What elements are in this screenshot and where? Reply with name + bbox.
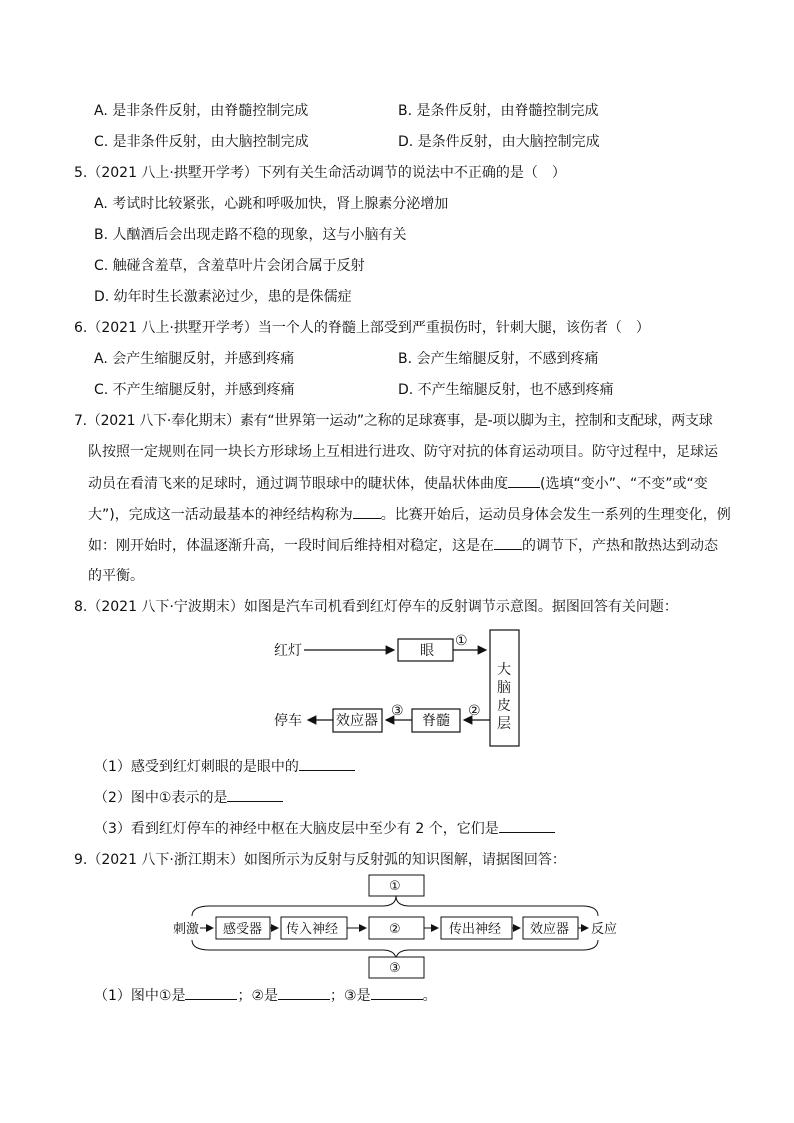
q8-marker-2: ② [468,703,481,719]
q7-line-3 [88,473,708,494]
q4-option-c: C. 是非条件反射，由大脑控制完成 [94,134,309,150]
q7-line-4 [88,504,731,525]
q6-option-a: A. 会产生缩腿反射，并感到疼痛 [94,351,295,367]
q6-option-b: B. 会产生缩腿反射，不感到疼痛 [398,351,599,367]
q7-line-5-text-a: 如：刚开始时，体温逐渐升高，一段时间后维持相对稳定，这是在 [88,538,494,554]
q9-box-afferent-label: 传入神经 [286,922,339,937]
q9-box-effector-label: 效应器 [530,922,570,937]
q9-response-label: 反应 [591,922,618,937]
q8-blank-2[interactable] [227,787,283,802]
q8-spinal-label: 脊髓 [422,713,450,729]
q6-stem: 6.（2021 八上·拱墅开学考）当一个人的脊髓上部受到严重损伤时，针刺大腿，该伤者（ ） [74,320,650,336]
q8-sub-2-text: （2）图中①表示的是 [94,790,228,806]
q8-cortex-char-4: 层 [497,716,511,732]
q8-cortex-char-3: 皮 [497,698,511,714]
q9-top-label: ① [389,879,401,894]
q7-line-4-text-b: 。比赛开始后，运动员身体会发生一系列的生理变化，例 [380,507,731,523]
q7-line-1: 7.（2021 八下·奉化期末）素有“世界第一运动”之称的足球赛事，是-项以脚为主，控制和支配球，两支球 [74,413,713,429]
q9-top-brace [192,896,598,916]
q8-red-light-label: 红灯 [274,643,302,659]
q7-line-4-text-a: 大”)，完成这一活动最基本的神经结构称为 [88,507,353,523]
q8-reflex-diagram [270,624,530,752]
q7-line-5-text-b: 的调节下，产热和散热达到动态 [522,538,718,554]
q8-sub-3-text: （3）看到红灯停车的神经中枢在大脑皮层中至少有 2 个，它们是 [94,821,499,837]
q9-box-efferent-label: 传出神经 [449,922,502,937]
q8-sub-1 [94,756,355,777]
q9-box-receptor-label: 感受器 [223,922,263,937]
q7-line-3-text-b: (选填“变小”、“不变”或“变 [540,476,708,492]
q6-option-d: D. 不产生缩腿反射，也不感到疼痛 [398,382,614,398]
q5-option-d: D. 幼年时生长激素泌过少，患的是侏儒症 [94,289,352,305]
q9-sub-1 [94,985,437,1006]
q8-blank-1[interactable] [299,756,355,771]
q8-blank-3[interactable] [499,818,555,833]
q9-box-center-label: ② [389,922,401,937]
q5-option-c: C. 触碰含羞草，含羞草叶片会闭合属于反射 [94,258,365,274]
q8-sub-3 [94,818,555,839]
q5-stem: 5.（2021 八上·拱墅开学考）下列有关生命活动调节的说法中不正确的是（ ） [74,165,566,181]
q8-marker-3: ③ [391,703,404,719]
q8-effector-label: 效应器 [336,713,378,729]
q9-sub-1-text-a: （1）图中①是 [94,988,186,1004]
q5-option-a: A. 考试时比较紧张，心跳和呼吸加快，肾上腺素分泌增加 [94,196,449,212]
q9-sub-1-text-b: ；②是 [237,988,279,1004]
q8-sub-2 [94,787,283,808]
q8-cortex-char-2: 脑 [497,680,511,696]
q4-option-a: A. 是非条件反射，由脊髓控制完成 [94,103,309,119]
q9-blank-3[interactable] [371,985,423,1000]
q8-eye-label: 眼 [420,643,434,659]
q6-option-c: C. 不产生缩腿反射，并感到疼痛 [94,382,295,398]
q7-blank-3[interactable] [494,535,522,550]
q9-stem: 9.（2021 八下·浙江期末）如图所示为反射与反射弧的知识图解，请据图回答： [74,852,566,868]
q7-blank-1[interactable] [508,473,540,488]
q9-blank-1[interactable] [185,985,237,1000]
q4-option-d: D. 是条件反射，由大脑控制完成 [398,134,600,150]
q8-stem: 8.（2021 八下·宁波期末）如图是汽车司机看到红灯停车的反射调节示意图。据图回答有关问题： [74,599,678,615]
q9-reflex-arc-diagram [170,872,630,982]
q5-option-b: B. 人酗酒后会出现走路不稳的现象，这与小脑有关 [94,227,407,243]
q9-bottom-label: ③ [389,961,401,976]
q7-line-6: 的平衡。 [88,568,144,584]
q7-line-5 [88,535,718,556]
q8-stop-label: 停车 [274,713,302,729]
q8-sub-1-text: （1）感受到红灯刺眼的是眼中的 [94,759,299,775]
q7-line-2: 队按照一定规则在同一块长方形球场上互相进行进攻、防守对抗的体育运动项目。防守过程中，足球运 [88,444,718,460]
q7-blank-2[interactable] [353,504,381,519]
q9-sub-1-text-c: ；③是 [330,988,371,1004]
q4-option-b: B. 是条件反射，由脊髓控制完成 [398,103,599,119]
q8-cortex-char-1: 大 [497,662,511,678]
q8-marker-1: ① [455,633,468,649]
q9-sub-1-text-d: 。 [422,988,437,1004]
q9-blank-2[interactable] [278,985,330,1000]
q7-line-3-text-a: 动员在看清飞来的足球时，通过调节眼球中的睫状体，使晶状体曲度 [88,476,508,492]
q9-stimulus-label: 刺激 [173,922,200,937]
